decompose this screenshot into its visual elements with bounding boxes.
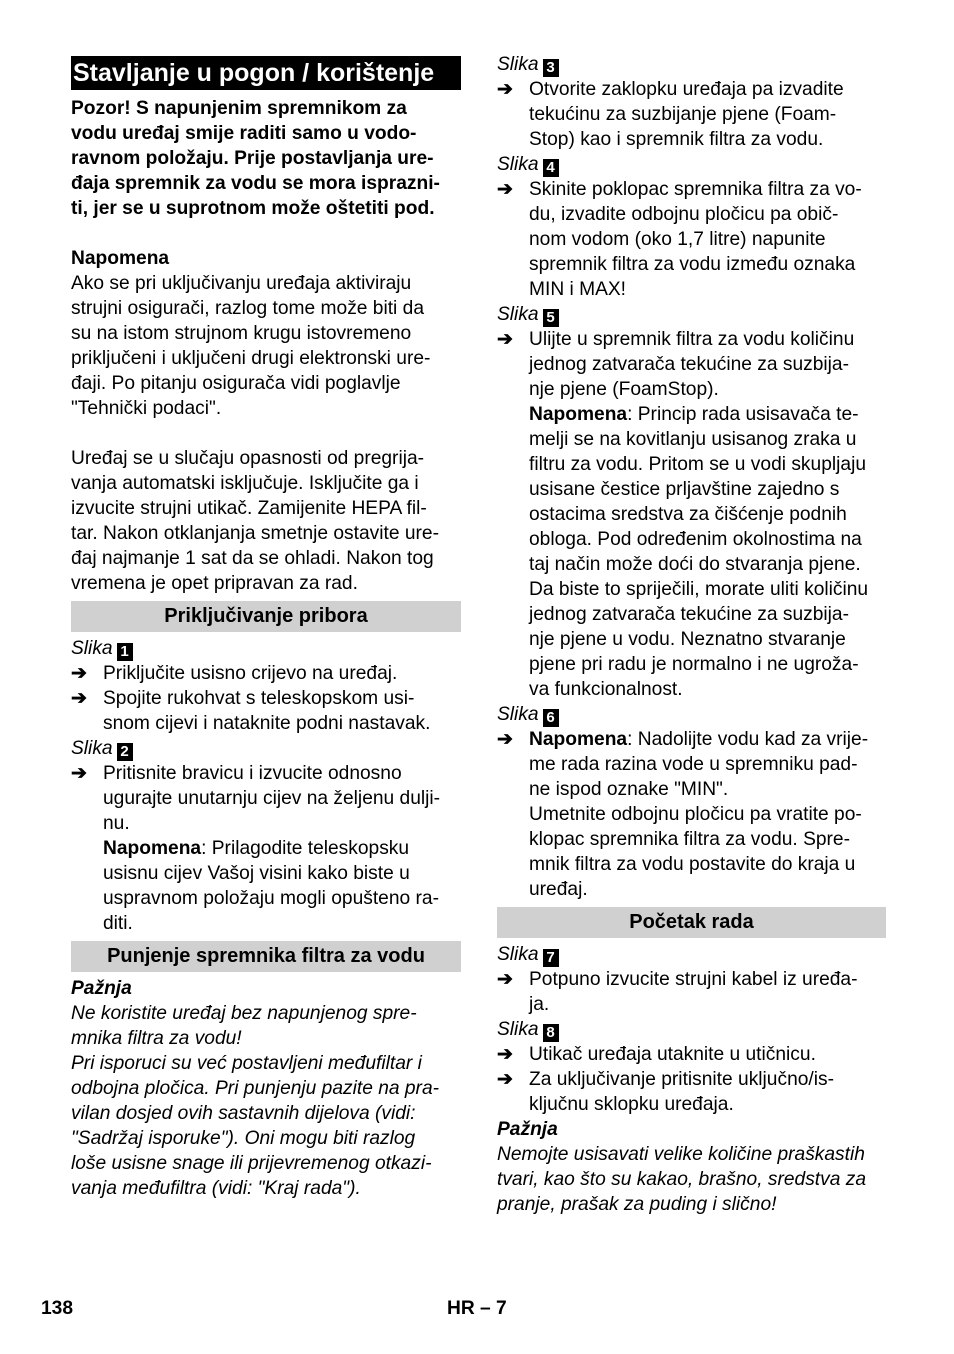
figure-ref-4: Slika 4	[497, 152, 886, 177]
caution-heading: Pažnja	[71, 978, 132, 999]
caution-line: mnika filtra za vodu!	[71, 1028, 242, 1049]
step-item: ➔ Skinite poklopac spremnika filtra za vo- du, izvadite odbojnu pločicu pa obič- nom vodom (oko 1,7 litre) napunite spremnik filtra za vodu između oznaka MIN i MAX!	[497, 179, 862, 300]
arrow-right-icon: ➔	[497, 1044, 514, 1065]
warning-line: ti, jer se u suprotnom može oštetiti pod.	[71, 198, 435, 219]
warning-text	[71, 96, 461, 221]
caution-line: tvari, kao što su kakao, brašno, sredstva za	[497, 1169, 867, 1190]
step-item: ➔ Utikač uređaja utaknite u utičnicu.	[497, 1044, 816, 1065]
figure-number-icon: 4	[543, 159, 559, 177]
overheat-line: đaj najmanje 1 sat da se ohladi. Nakon tog	[71, 548, 434, 569]
note-heading: Napomena	[71, 248, 170, 269]
caution-text	[71, 1001, 461, 1201]
note-line: su na istom strujnom krugu istovremeno	[71, 323, 412, 344]
note-text	[71, 271, 461, 421]
note-line: priključeni i uključeni drugi elektronski ure-	[71, 348, 431, 369]
step-item: ➔ Spojite rukohvat s teleskopskom usi- snom cijevi i nataknite podni nastavak.	[71, 688, 431, 734]
caution-line: odbojna pločica. Pri punjenju pazite na pra-	[71, 1078, 440, 1099]
caution-line: vanja međufiltra (vidi: "Kraj rada").	[71, 1178, 361, 1199]
caution-line: pranje, prašak za puding i slično!	[497, 1194, 777, 1215]
page-label: HR – 7	[447, 1298, 507, 1319]
step-item: ➔ Otvorite zaklopku uređaja pa izvadite tekućinu za suzbijanje pjene (Foam- Stop) kao i spremnik filtra za vodu.	[497, 79, 844, 150]
note-line: "Tehnički podaci".	[71, 398, 222, 419]
figure-ref-6: Slika 6	[497, 702, 886, 727]
caution-line: Ne koristite uređaj bez napunjenog spre-	[71, 1003, 417, 1024]
step-item: ➔ Priključite usisno crijevo na uređaj.	[71, 663, 398, 684]
warning-line: ravnom položaju. Prije postavljanja ure-	[71, 148, 434, 169]
section-heading-accessories: Priključivanje pribora	[71, 601, 461, 632]
caution-heading: Pažnja	[497, 1119, 558, 1140]
caution-text	[497, 1142, 886, 1217]
warning-line: Pozor! S napunjenim spremnikom za	[71, 98, 407, 119]
main-heading: Stavljanje u pogon / korištenje	[71, 56, 461, 90]
section-heading-water-filter: Punjenje spremnika filtra za vodu	[71, 941, 461, 972]
overheat-line: Uređaj se u slučaju opasnosti od pregrija-	[71, 448, 425, 469]
note-line: đaji. Po pitanju osigurača vidi poglavlje	[71, 373, 401, 394]
warning-line: vodu uređaj smije raditi samo u vodo-	[71, 123, 417, 144]
caution-line: "Sadržaj isporuke"). Oni mogu biti razlog	[71, 1128, 416, 1149]
arrow-right-icon: ➔	[497, 329, 514, 350]
arrow-right-icon: ➔	[71, 763, 88, 784]
figure-number-icon: 2	[117, 743, 133, 761]
arrow-right-icon: ➔	[497, 969, 514, 990]
arrow-right-icon: ➔	[497, 179, 514, 200]
note-line: Ako se pri uključivanju uređaja aktiviraju	[71, 273, 412, 294]
figure-ref-2: Slika 2	[71, 736, 461, 761]
arrow-right-icon: ➔	[71, 688, 88, 709]
arrow-right-icon: ➔	[497, 1069, 514, 1090]
inline-note-label: Napomena	[103, 838, 202, 859]
overheat-line: tar. Nakon otklanjanja smetnje ostavite ure-	[71, 523, 439, 544]
step-item: ➔ Ulijte u spremnik filtra za vodu količinu jednog zatvarača tekućine za suzbija- nje pjene (FoamStop). Napomena: Princip rada usisavača te- melji se na kovitlanju usisanog zraka u filtru za vodu. Pritom se u vodi skupljaju usisane čestice prljavštine zajedno s ostacima sredstva za čišćenje podnih obloga. Pod određenim okolnostima na taj način može doći do stvaranja pjene. Da biste to spriječili, morate uliti količinu jednog zatvarača tekućine za suzbija- nje pjene u vodu. Neznatno stvaranje pjene pri radu je normalno i ne ugroža- va funkcionalnost.	[497, 329, 869, 700]
right-column	[497, 52, 886, 1217]
figure-number-icon: 8	[543, 1024, 559, 1042]
arrow-right-icon: ➔	[497, 79, 514, 100]
overheat-line: izvucite strujni utikač. Zamijenite HEPA fil-	[71, 498, 427, 519]
overheat-line: vremena je opet pripravan za rad.	[71, 573, 358, 594]
caution-line: vilan dosjed ovih sastavnih dijelova (vidi:	[71, 1103, 416, 1124]
figure-number-icon: 1	[117, 643, 133, 661]
figure-number-icon: 3	[543, 59, 559, 77]
step-item: ➔ Potpuno izvucite strujni kabel iz uređa- ja.	[497, 969, 858, 1015]
caution-line: Pri isporuci su već postavljeni međufiltar i	[71, 1053, 422, 1074]
step-item: ➔ Napomena: Nadolijte vodu kad za vrije- me rada razina vode u spremniku pad- ne ispod oznake "MIN". Umetnite odbojnu pločicu pa vratite po- klopac spremnika filtra za vodu. Spre- mnik filtra za vodu postavite do kraja u uređaj.	[497, 729, 869, 900]
figure-ref-7: Slika 7	[497, 942, 886, 967]
caution-line: Nemojte usisavati velike količine praškastih	[497, 1144, 865, 1165]
figure-number-icon: 7	[543, 949, 559, 967]
overheat-line: vanja automatski isključuje. Isključite ga i	[71, 473, 419, 494]
figure-ref-1: Slika 1	[71, 636, 461, 661]
figure-ref-5: Slika 5	[497, 302, 886, 327]
page-number: 138	[41, 1298, 74, 1319]
section-heading-start: Početak rada	[497, 907, 886, 938]
step-item: ➔ Za uključivanje pritisnite uključno/is- ključnu sklopku uređaja.	[497, 1069, 834, 1115]
arrow-right-icon: ➔	[71, 663, 88, 684]
left-column	[71, 52, 461, 1201]
inline-note-label: Napomena	[529, 404, 628, 425]
inline-note-label: Napomena	[529, 729, 628, 750]
figure-number-icon: 5	[543, 309, 559, 327]
warning-line: đaja spremnik za vodu se mora isprazni-	[71, 173, 440, 194]
arrow-right-icon: ➔	[497, 729, 514, 750]
step-item: ➔ Pritisnite bravicu i izvucite odnosno ugurajte unutarnju cijev na željenu dulji- nu. Napomena: Prilagodite teleskopsku usisnu cijev Vašoj visini kako biste u uspravnom položaju mogli opušteno ra- diti.	[71, 763, 441, 934]
caution-line: loše usisne snage ili prijevremenog otkazi-	[71, 1153, 432, 1174]
figure-number-icon: 6	[543, 709, 559, 727]
figure-ref-8: Slika 8	[497, 1017, 886, 1042]
overheat-text	[71, 446, 461, 596]
note-line: strujni osigurači, razlog tome može biti da	[71, 298, 424, 319]
figure-ref-3: Slika 3	[497, 52, 886, 77]
